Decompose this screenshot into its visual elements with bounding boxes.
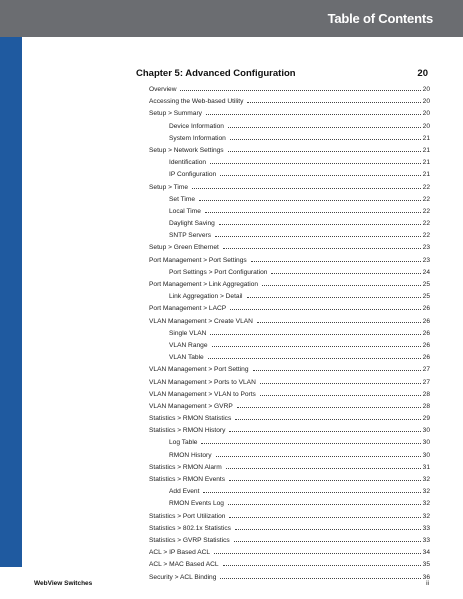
toc-entry-page: 20 xyxy=(422,122,430,130)
toc-entry-page: 22 xyxy=(422,220,430,228)
toc-entry[interactable] xyxy=(136,353,430,365)
toc-entry[interactable] xyxy=(136,231,430,243)
toc-entry-title: Device Information xyxy=(169,122,224,130)
toc-entry-title: Single VLAN xyxy=(169,329,207,337)
toc-entry-page: 23 xyxy=(422,256,430,264)
toc-entry-page: 26 xyxy=(422,354,430,362)
toc-entry-page: 30 xyxy=(422,439,430,447)
toc-entry-page: 26 xyxy=(422,329,430,337)
toc-dot-leader xyxy=(229,512,420,518)
toc-dot-leader xyxy=(228,499,421,505)
toc-entry-title: RMON History xyxy=(169,451,212,459)
chapter-heading[interactable] xyxy=(136,68,430,79)
toc-dot-leader xyxy=(226,463,421,469)
toc-entry-title: System Information xyxy=(169,134,226,142)
toc-entry-title: Statistics > RMON Statistics xyxy=(149,415,232,423)
toc-entry-page: 24 xyxy=(422,268,430,276)
toc-entry-title: IP Configuration xyxy=(169,171,217,179)
toc-entry[interactable] xyxy=(136,85,430,97)
toc-entry[interactable] xyxy=(136,256,430,268)
toc-entry-title: Accessing the Web-based Utility xyxy=(149,98,244,106)
toc-entry-title: VLAN Management > GVRP xyxy=(149,402,233,410)
toc-entry-title: Daylight Saving xyxy=(169,220,215,228)
toc-entry-page: 28 xyxy=(422,390,430,398)
toc-dot-leader xyxy=(212,341,421,347)
toc-dot-leader xyxy=(247,292,421,298)
toc-dot-leader xyxy=(247,97,420,103)
toc-entry-page: 21 xyxy=(422,146,430,154)
toc-entry-title: Overview xyxy=(149,86,177,93)
toc-dot-leader xyxy=(210,158,421,164)
toc-dot-leader xyxy=(229,475,421,481)
toc-entry-page: 26 xyxy=(422,341,430,349)
toc-entry-title: ACL > MAC Based ACL xyxy=(149,561,219,569)
toc-entry-title: VLAN Management > Port Setting xyxy=(149,366,249,374)
toc-dot-leader xyxy=(237,402,421,408)
toc-entry[interactable] xyxy=(136,463,430,475)
toc-dot-leader xyxy=(230,304,421,310)
toc-entry-title: Statistics > RMON Events xyxy=(149,476,226,483)
toc-entry[interactable] xyxy=(136,329,430,341)
footer-page-number: ii xyxy=(426,580,429,587)
toc-dot-leader xyxy=(260,390,421,396)
toc-entry[interactable] xyxy=(136,438,430,450)
toc-entry[interactable] xyxy=(136,134,430,146)
toc-entry[interactable] xyxy=(136,573,430,585)
toc-entry-page: 20 xyxy=(422,98,430,106)
toc-entry-title: Port Management > LACP xyxy=(149,305,227,313)
toc-entry[interactable] xyxy=(136,280,430,292)
toc-entry[interactable] xyxy=(136,243,430,255)
toc-entry[interactable] xyxy=(136,499,430,511)
toc-dot-leader xyxy=(271,268,420,274)
toc-dot-leader xyxy=(206,109,421,115)
toc-entry-title: VLAN Management > Ports to VLAN xyxy=(149,378,256,386)
toc-entry-title: ACL > IP Based ACL xyxy=(149,549,211,557)
toc-entry-title: Port Settings > Port Configuration xyxy=(169,268,268,276)
toc-entry-page: 34 xyxy=(422,549,430,557)
toc-entry[interactable] xyxy=(136,97,430,109)
toc-entry[interactable] xyxy=(136,365,430,377)
toc-entry-title: Statistics > 802.1x Statistics xyxy=(149,524,231,532)
toc-entry-title: Port Management > Port Settings xyxy=(149,256,247,264)
toc-dot-leader xyxy=(229,426,420,432)
chapter-title: Chapter 5: Advanced Configuration xyxy=(136,68,296,79)
toc-entry-page: 32 xyxy=(422,512,430,520)
toc-dot-leader xyxy=(235,524,421,530)
toc-entry-title: Port Management > Link Aggregation xyxy=(149,281,259,288)
toc-entry-page: 21 xyxy=(422,159,430,167)
toc-entry-title: Set Time xyxy=(169,195,196,203)
toc-entry[interactable] xyxy=(136,183,430,195)
toc-entry-page: 21 xyxy=(422,171,430,179)
toc-dot-leader xyxy=(205,207,421,213)
toc-dot-leader xyxy=(215,231,421,237)
toc-dot-leader xyxy=(235,414,420,420)
toc-dot-leader xyxy=(208,353,421,359)
toc-entry-title: VLAN Management > Create VLAN xyxy=(149,317,253,325)
toc-entry-page: 36 xyxy=(422,573,430,581)
toc-entry[interactable] xyxy=(136,170,430,182)
toc-entry[interactable] xyxy=(136,378,430,390)
toc-dot-leader xyxy=(220,573,420,579)
toc-entry-title: RMON Events Log xyxy=(169,500,224,508)
toc-entry-page: 22 xyxy=(422,207,430,215)
toc-entry-title: Setup > Green Ethernet xyxy=(149,244,219,252)
toc-entry-page: 20 xyxy=(422,86,430,93)
toc-dot-leader xyxy=(223,243,421,249)
toc-entry-page: 21 xyxy=(422,134,430,142)
toc-entry-title: Add Event xyxy=(169,488,200,496)
toc-entry-page: 27 xyxy=(422,366,430,374)
toc-entry[interactable] xyxy=(136,524,430,536)
toc-entry-title: Statistics > GVRP Statistics xyxy=(149,536,230,544)
toc-entry-page: 32 xyxy=(422,500,430,508)
toc-dot-leader xyxy=(214,548,421,554)
side-stripe xyxy=(0,37,22,567)
toc-entry-title: Identification xyxy=(169,159,207,167)
toc-entry-page: 23 xyxy=(422,244,430,252)
toc-entry-page: 28 xyxy=(422,402,430,410)
toc-dot-leader xyxy=(216,451,421,457)
toc-dot-leader xyxy=(230,134,421,140)
toc-dot-leader xyxy=(199,195,421,201)
toc-entry[interactable] xyxy=(136,146,430,158)
toc-entry-page: 29 xyxy=(422,415,430,423)
toc-entry-page: 26 xyxy=(422,305,430,313)
toc-dot-leader xyxy=(219,219,421,225)
toc-entry[interactable] xyxy=(136,487,430,499)
toc-entry-page: 33 xyxy=(422,524,430,532)
toc-entry-page: 22 xyxy=(422,183,430,191)
toc-entry-page: 22 xyxy=(422,195,430,203)
toc-entry-page: 30 xyxy=(422,451,430,459)
toc-dot-leader xyxy=(253,365,421,371)
toc-entry-title: Setup > Summary xyxy=(149,110,202,118)
toc-entry-page: 26 xyxy=(422,317,430,325)
toc-dot-leader xyxy=(203,487,420,493)
toc-entry-page: 35 xyxy=(422,561,430,569)
page-title: Table of Contents xyxy=(327,11,433,26)
toc-entry-title: Log Table xyxy=(169,439,198,447)
toc-entry[interactable] xyxy=(136,195,430,207)
toc-entry-title: Link Aggregation > Detail xyxy=(169,293,243,301)
toc-dot-leader xyxy=(234,536,421,542)
toc-dot-leader xyxy=(262,280,421,286)
toc-entry-title: Setup > Network Settings xyxy=(149,146,224,154)
toc-entry[interactable] xyxy=(136,512,430,524)
footer-product: WebView Switches xyxy=(34,580,93,587)
toc-entry[interactable] xyxy=(136,268,430,280)
toc-dot-leader xyxy=(180,85,420,91)
toc-entry-title: Security > ACL Binding xyxy=(149,573,217,581)
toc-entry[interactable] xyxy=(136,536,430,548)
toc-entry-title: Statistics > Port Utilization xyxy=(149,512,226,520)
toc-entry[interactable] xyxy=(136,219,430,231)
toc-dot-leader xyxy=(228,122,421,128)
toc-entry-page: 25 xyxy=(422,281,430,288)
toc-entry[interactable] xyxy=(136,341,430,353)
toc-entry-page: 27 xyxy=(422,378,430,386)
toc-entries xyxy=(136,85,430,585)
table-of-contents xyxy=(136,68,430,585)
toc-entry[interactable] xyxy=(136,548,430,560)
toc-entry[interactable] xyxy=(136,426,430,438)
toc-dot-leader xyxy=(228,146,421,152)
toc-entry-title: VLAN Management > VLAN to Ports xyxy=(149,390,256,398)
toc-entry-page: 32 xyxy=(422,476,430,483)
toc-dot-leader xyxy=(223,560,421,566)
toc-entry-page: 31 xyxy=(422,463,430,471)
toc-entry[interactable] xyxy=(136,451,430,463)
toc-entry[interactable] xyxy=(136,109,430,121)
toc-entry[interactable] xyxy=(136,560,430,572)
toc-entry-page: 25 xyxy=(422,293,430,301)
toc-entry-title: Statistics > RMON Alarm xyxy=(149,463,222,471)
toc-entry[interactable] xyxy=(136,475,430,487)
toc-dot-leader xyxy=(201,438,420,444)
toc-dot-leader xyxy=(260,378,421,384)
toc-entry-title: Statistics > RMON History xyxy=(149,427,226,435)
toc-entry-title: Local Time xyxy=(169,207,201,215)
toc-dot-leader xyxy=(257,317,421,323)
toc-entry[interactable] xyxy=(136,304,430,316)
toc-entry-page: 22 xyxy=(422,232,430,240)
toc-dot-leader xyxy=(210,329,420,335)
toc-entry-title: VLAN Range xyxy=(169,341,208,349)
toc-entry[interactable] xyxy=(136,414,430,426)
toc-entry[interactable] xyxy=(136,292,430,304)
toc-dot-leader xyxy=(192,183,421,189)
toc-entry-page: 32 xyxy=(422,488,430,496)
chapter-page: 20 xyxy=(417,68,428,79)
toc-entry-page: 20 xyxy=(422,110,430,118)
toc-entry-page: 33 xyxy=(422,536,430,544)
toc-dot-leader xyxy=(251,256,421,262)
toc-entry-page: 30 xyxy=(422,427,430,435)
toc-entry[interactable] xyxy=(136,207,430,219)
toc-entry-title: SNTP Servers xyxy=(169,232,212,240)
toc-entry-title: VLAN Table xyxy=(169,354,204,362)
toc-entry-title: Setup > Time xyxy=(149,183,189,191)
toc-entry[interactable] xyxy=(136,390,430,402)
toc-entry[interactable] xyxy=(136,158,430,170)
toc-dot-leader xyxy=(220,170,420,176)
toc-entry[interactable] xyxy=(136,317,430,329)
toc-entry[interactable] xyxy=(136,402,430,414)
toc-entry[interactable] xyxy=(136,122,430,134)
